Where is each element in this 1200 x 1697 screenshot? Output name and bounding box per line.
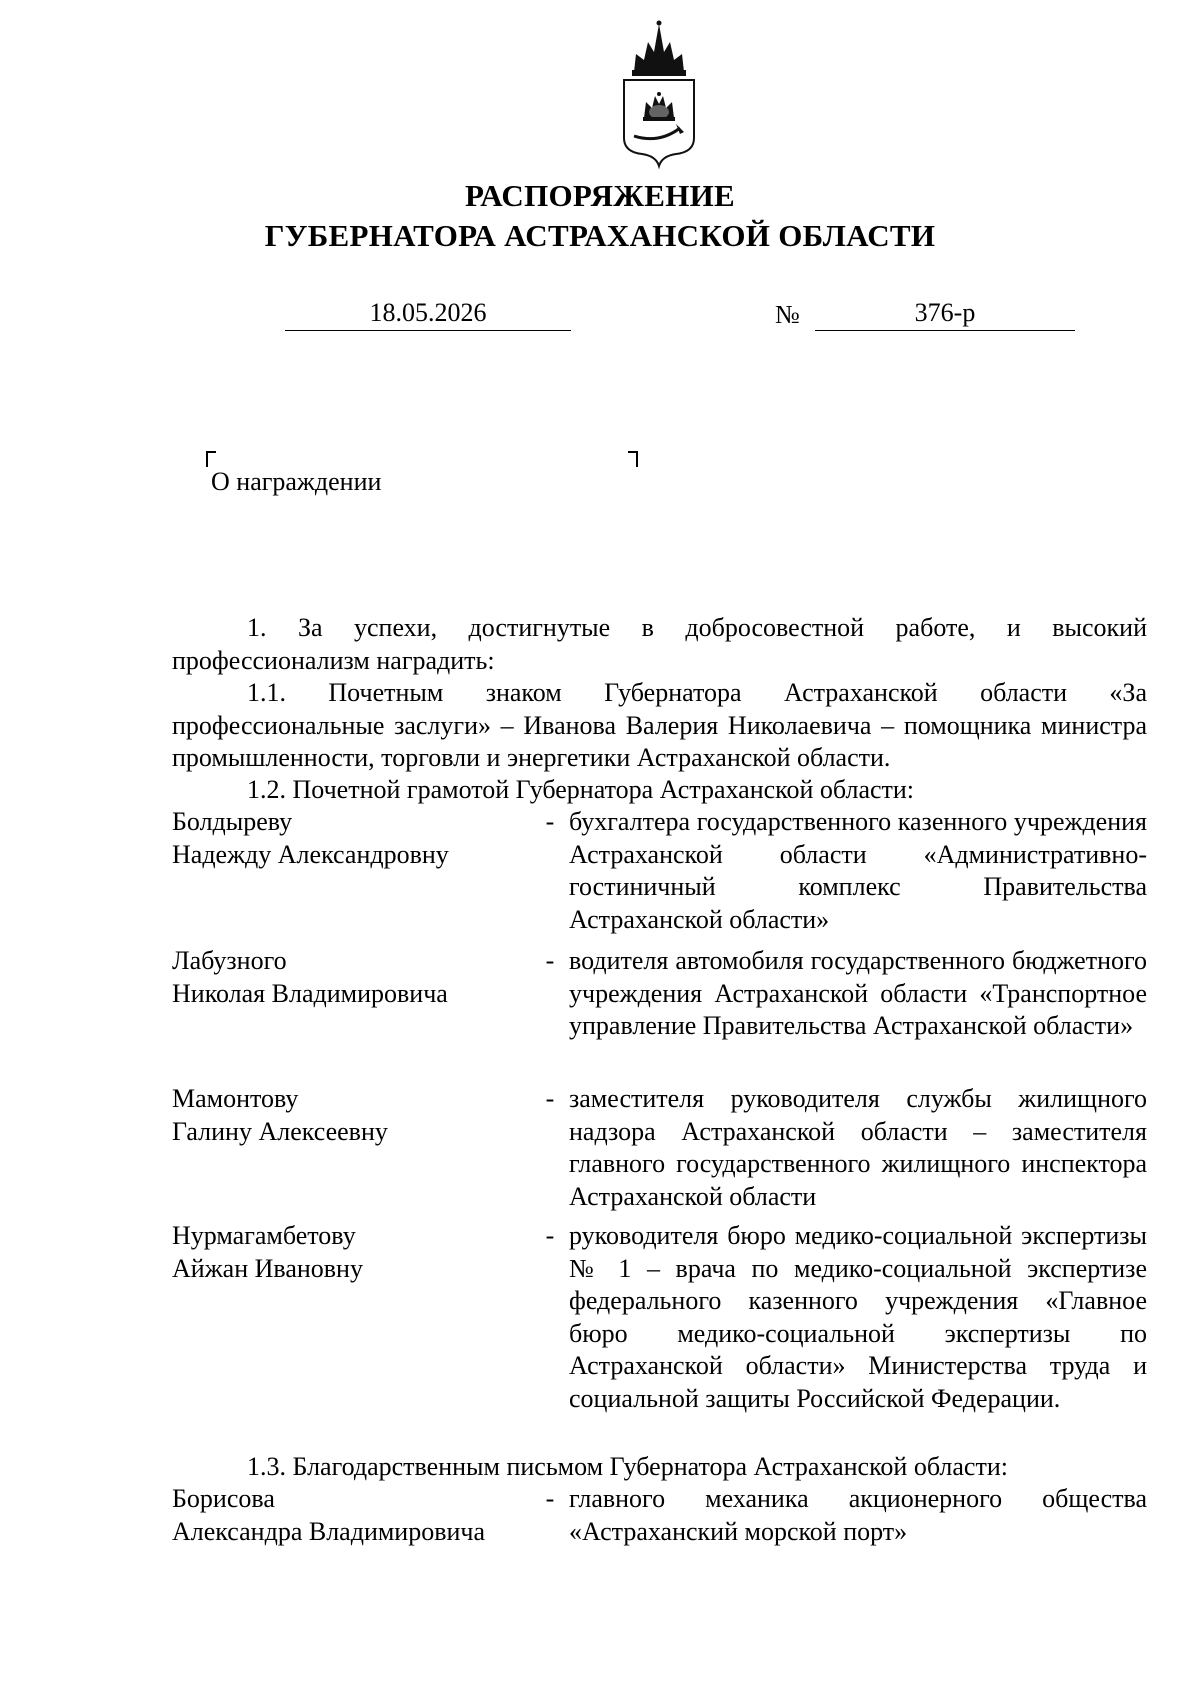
paragraph-1-3: 1.3. Благодарственным письмом Губернатора Астраханской области: xyxy=(247,1452,1008,1481)
subject-bracket-left xyxy=(206,451,216,467)
awardee-surname: Борисова xyxy=(172,1484,275,1513)
awardee-dash: - xyxy=(545,1084,555,1113)
awardee-dash: - xyxy=(545,1221,555,1250)
awardee-position: заместителя руководителя службы жилищного надзора Астраханской области – заместителя главного государственного жилищного инспектора Астраханской области xyxy=(569,1084,1147,1211)
awardee-given-names: Айжан Ивановну xyxy=(172,1253,363,1283)
document-issuer: ГУБЕРНАТОРА АСТРАХАНСКОЙ ОБЛАСТИ xyxy=(264,218,936,253)
coat-of-arms-emblem xyxy=(614,20,704,170)
document-title: РАСПОРЯЖЕНИЕ xyxy=(464,178,736,213)
awardee-given-names: Надежду Александровну xyxy=(172,839,449,869)
subject-bracket-right xyxy=(628,451,638,467)
awardee-given-names: Галину Алексеевну xyxy=(172,1116,388,1146)
paragraph-1-1: 1.1. Почетным знаком Губернатора Астраханской области «За профессиональные заслуги» – Иванова Валерия Николаевича – помощника министра промышленности, торговли и энергетики Астраханской области. xyxy=(172,678,1147,772)
awardee-given-names: Николая Владимировича xyxy=(172,978,448,1008)
awardee-dash: - xyxy=(545,1484,555,1513)
awardee-position: бухгалтера государственного казенного учреждения Астраханской области «Административно-гостиничный комплекс Правительства Астраханской области» xyxy=(569,807,1147,934)
paragraph-1-2: 1.2. Почетной грамотой Губернатора Астраханской области: xyxy=(247,775,915,804)
awardee-position: главного механика акционерного общества «Астраханский морской порт» xyxy=(569,1484,1147,1546)
awardee-position: водителя автомобиля государственного бюджетного учреждения Астраханской области «Транспортное управление Правительства Астраханской области» xyxy=(569,946,1147,1040)
awardee-dash: - xyxy=(545,946,555,975)
awardee-surname: Лабузного xyxy=(172,946,287,975)
document-number: 376-р xyxy=(815,296,1075,331)
awardee-name xyxy=(172,945,532,1010)
awardee-name xyxy=(172,1083,532,1148)
awardee-surname: Болдыреву xyxy=(172,807,293,836)
awardee-surname: Мамонтову xyxy=(172,1084,299,1113)
document-subject: О награждении xyxy=(211,467,382,496)
document-date: 18.05.2026 xyxy=(285,296,571,331)
awardee-position: руководителя бюро медико-социальной экспертизы № 1 – врача по медико-социальной экспертизе федерального казенного учреждения «Главное бюро медико-социальной экспертизы по Астраханской области» Министерства труда и социальной защиты Российской Федерации. xyxy=(569,1221,1147,1413)
awardee-given-names: Александра Владимировича xyxy=(172,1516,486,1546)
awardee-dash: - xyxy=(545,807,555,836)
awardee-name xyxy=(172,1483,532,1548)
paragraph-1: 1. За успехи, достигнутые в добросовестной работе, и высокий профессионализм наградить: xyxy=(172,613,1147,675)
awardee-surname: Нурмагамбетову xyxy=(172,1221,356,1250)
number-label: № xyxy=(775,300,800,329)
awardee-name xyxy=(172,806,532,871)
awardee-name xyxy=(172,1220,532,1285)
